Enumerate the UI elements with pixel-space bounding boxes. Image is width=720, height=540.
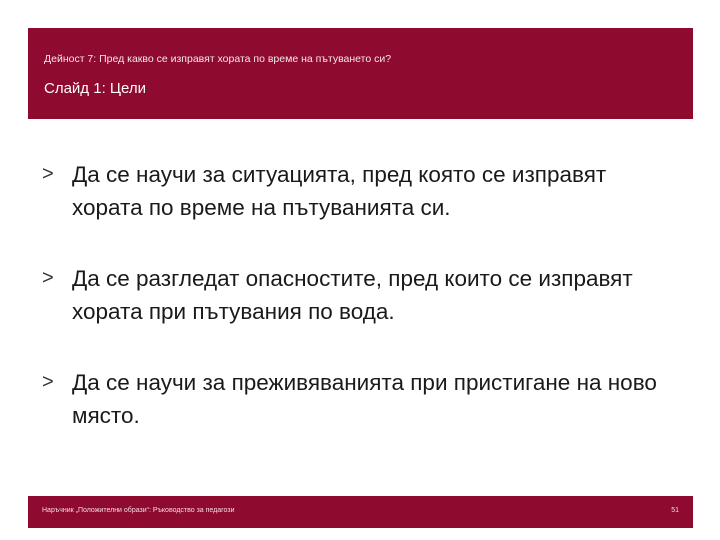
footer-text: Наръчник „Положителни образи“: Ръководство за педагози (42, 507, 235, 514)
objectives-list (42, 158, 682, 470)
bullet-text: Да се научи за преживяванията при пристигане на ново място. (72, 370, 657, 428)
bullet-text: Да се научи за ситуацията, пред която се изправят хората по време на пътуванията си. (72, 162, 607, 220)
slide-footer (28, 496, 693, 528)
bullet-marker: > (42, 163, 54, 185)
bullet-marker: > (42, 267, 54, 289)
list-item (42, 366, 682, 432)
slide-header (28, 28, 693, 119)
bullet-marker: > (42, 371, 54, 393)
bullet-text: Да се разгледат опасностите, пред които се изправят хората при пътувания по вода. (72, 266, 633, 324)
page-number: 51 (671, 507, 679, 514)
slide-title: Слайд 1: Цели (44, 80, 146, 97)
list-item (42, 262, 682, 328)
list-item (42, 158, 682, 224)
activity-title: Дейност 7: Пред какво се изправят хората по време на пътуването си? (44, 53, 392, 65)
